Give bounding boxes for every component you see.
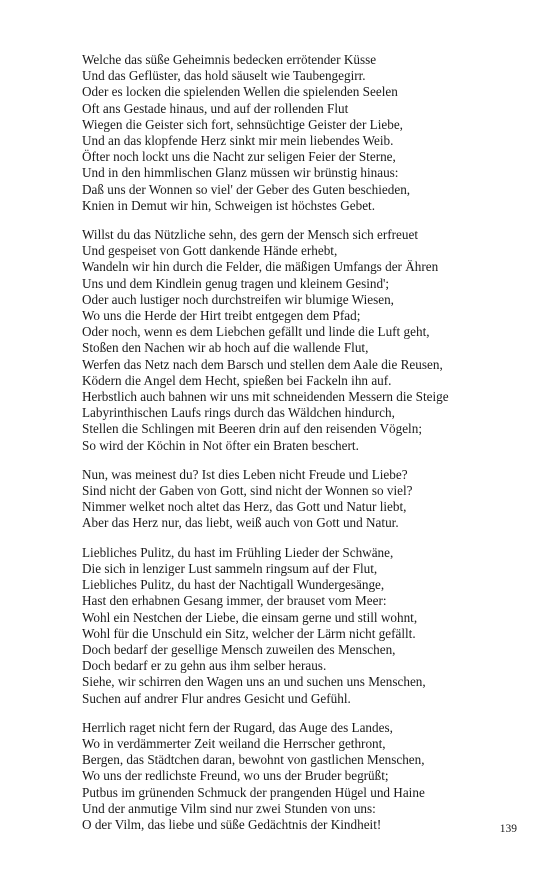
stanza	[82, 720, 522, 833]
verse-line: Oft ans Gestade hinaus, und auf der rollenden Flut	[82, 100, 349, 116]
stanza	[82, 52, 522, 214]
verse-line: Daß uns der Wonnen so viel' der Geber des Guten beschieden,	[82, 181, 411, 197]
verse-line: Die sich in lenziger Lust sammeln ringsum auf der Flut,	[82, 560, 378, 576]
verse-line: Wohl für die Unschuld ein Sitz, welcher der Lärm nicht gefällt.	[82, 625, 416, 641]
verse-line: Wandeln wir hin durch die Felder, die mäßigen Umfangs der Ähren	[82, 259, 439, 275]
verse-line: Wo in verdämmerter Zeit weiland die Herrscher gethront,	[82, 735, 386, 751]
verse-line: So wird der Köchin in Not öfter ein Braten beschert.	[82, 437, 359, 453]
stanza	[82, 467, 522, 532]
verse-line: Werfen das Netz nach dem Barsch und stellen dem Aale die Reusen,	[82, 356, 443, 372]
verse-line: Welche das süße Geheimnis bedecken errötender Küsse	[82, 52, 377, 67]
verse-line: Stoßen den Nachen wir ab hoch auf die wallende Flut,	[82, 340, 369, 356]
verse-line: Herbstlich auch bahnen wir uns mit schneidenden Messern die Steige	[82, 389, 449, 405]
verse-line: Wohl ein Nestchen der Liebe, die einsam gerne und still wohnt,	[82, 609, 418, 625]
verse-line: Siehe, wir schirren den Wagen uns an und suchen uns Menschen,	[82, 674, 426, 690]
verse-line: Wo uns die Herde der Hirt treibt entgegen dem Pfad;	[82, 308, 361, 324]
verse-line: Nimmer welket noch altet das Herz, das Gott und Natur liebt,	[82, 499, 407, 515]
verse-line: Sind nicht der Gaben von Gott, sind nicht der Wonnen so viel?	[82, 483, 413, 499]
verse-line: Und der anmutige Vilm sind nur zwei Stunden von uns:	[82, 800, 376, 816]
verse-line: Bergen, das Städtchen daran, bewohnt von gastlichen Menschen,	[82, 752, 425, 768]
verse-line: Wo uns der redlichste Freund, wo uns der Bruder begrüßt;	[82, 768, 389, 784]
verse-line: Hast den erhabnen Gesang immer, der brauset vom Meer:	[82, 593, 387, 609]
verse-line: Und gespeiset von Gott dankende Hände erhebt,	[82, 243, 338, 259]
verse-line: Stellen die Schlingen mit Beeren drin auf den reisenden Vögeln;	[82, 421, 422, 437]
stanza	[82, 545, 522, 707]
verse-line: Putbus im grünenden Schmuck der prangenden Hügel und Haine	[82, 784, 425, 800]
verse-line: Herrlich raget nicht fern der Rugard, das Auge des Landes,	[82, 719, 393, 735]
verse-line: Suchen auf andrer Flur andres Gesicht und Gefühl.	[82, 690, 351, 706]
verse-line: Aber das Herz nur, das liebt, weiß auch von Gott und Natur.	[82, 515, 399, 531]
verse-line: Labyrinthischen Laufs rings durch das Wäldchen hindurch,	[82, 405, 395, 421]
verse-line: O der Vilm, das liebe und süße Gedächtnis der Kindheit!	[82, 816, 382, 832]
verse-line: Uns und dem Kindlein genug tragen und kleinem Gesind';	[82, 275, 390, 291]
verse-line: Und das Geflüster, das hold säuselt wie Taubengegirr.	[82, 68, 366, 84]
poem-text	[82, 52, 522, 846]
verse-line: Doch bedarf der gesellige Mensch zuweilen des Menschen,	[82, 641, 396, 657]
verse-line: Wiegen die Geister sich fort, sehnsüchtige Geister der Liebe,	[82, 116, 403, 132]
verse-line: Und in den himmlischen Glanz müssen wir brünstig hinaus:	[82, 165, 399, 181]
verse-line: Ködern die Angel dem Hecht, spießen bei Fackeln ihn auf.	[82, 372, 392, 388]
verse-line: Liebliches Pulitz, du hast der Nachtigall Wundergesänge,	[82, 577, 385, 593]
page-number: 139	[499, 823, 517, 835]
verse-line: Knien in Demut wir hin, Schweigen ist höchstes Gebet.	[82, 197, 376, 213]
verse-line: Oder noch, wenn es dem Liebchen gefällt und linde die Luft geht,	[82, 324, 430, 340]
verse-line: Öfter noch lockt uns die Nacht zur seligen Feier der Sterne,	[82, 149, 396, 165]
verse-line: Willst du das Nützliche sehn, des gern der Mensch sich erfreuet	[82, 227, 419, 243]
stanza	[82, 227, 522, 454]
verse-line: Nun, was meinest du? Ist dies Leben nicht Freude und Liebe?	[82, 466, 408, 482]
verse-line: Oder auch lustiger noch durchstreifen wir blumige Wiesen,	[82, 291, 394, 307]
verse-line: Doch bedarf er zu gehn aus ihm selber heraus.	[82, 658, 327, 674]
verse-line: Oder es locken die spielenden Wellen die spielenden Seelen	[82, 84, 398, 100]
verse-line: Liebliches Pulitz, du hast im Frühling Lieder der Schwäne,	[82, 544, 394, 560]
verse-line: Und an das klopfende Herz sinkt mir mein liebendes Weib.	[82, 133, 394, 149]
